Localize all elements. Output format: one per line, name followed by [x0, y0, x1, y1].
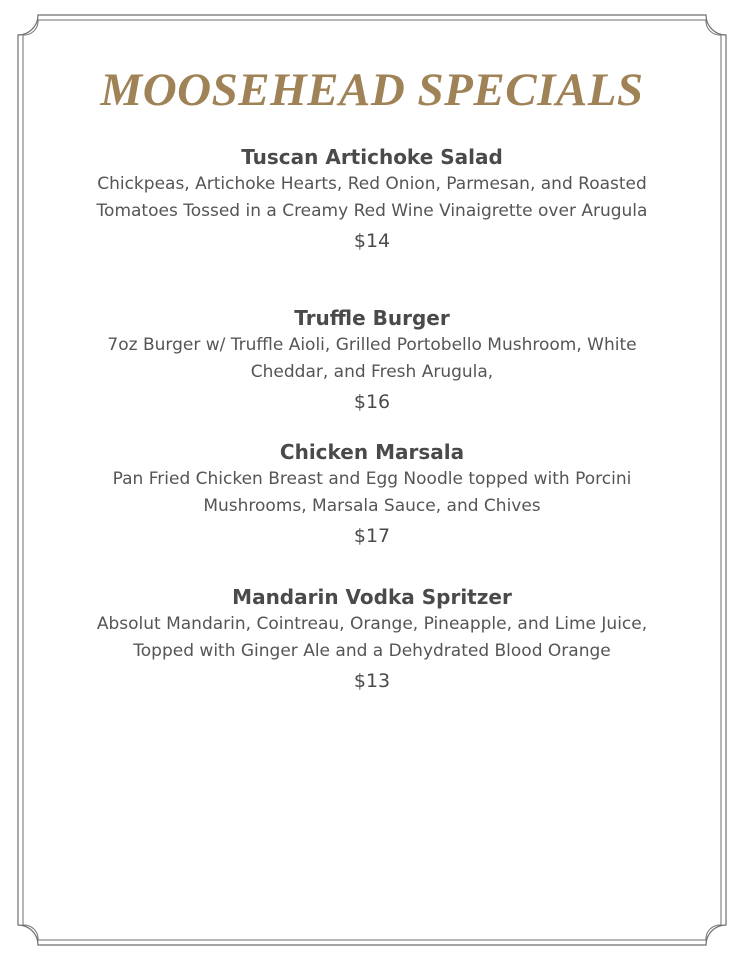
menu-item [60, 583, 684, 695]
menu-item [60, 143, 684, 255]
item-price: $17 [353, 525, 391, 547]
item-price: $16 [353, 391, 391, 413]
item-name: Tuscan Artichoke Salad [241, 145, 503, 169]
item-name: Mandarin Vodka Spritzer [232, 585, 512, 609]
item-name: Truffle Burger [294, 306, 450, 330]
menu-item [60, 438, 684, 550]
menu-item [60, 304, 684, 416]
item-description: Pan Fried Chicken Breast and Egg Noodle topped with Porcini Mushrooms, Marsala Sauce, and Chives [112, 469, 632, 516]
menu-title: MOOSEHEAD SPECIALS [100, 64, 644, 116]
item-description: Chickpeas, Artichoke Hearts, Red Onion, Parmesan, and Roasted Tomatoes Tossed in a Creamy Red Wine Vinaigrette over Arugula [96, 174, 648, 221]
item-description: Absolut Mandarin, Cointreau, Orange, Pineapple, and Lime Juice, Topped with Ginger Ale and a Dehydrated Blood Orange [96, 614, 648, 661]
item-description: 7oz Burger w/ Truffle Aioli, Grilled Portobello Mushroom, White Cheddar, and Fresh Arugula, [107, 335, 637, 382]
item-price: $14 [353, 230, 391, 252]
item-name: Chicken Marsala [279, 440, 465, 464]
item-price: $13 [353, 670, 391, 692]
